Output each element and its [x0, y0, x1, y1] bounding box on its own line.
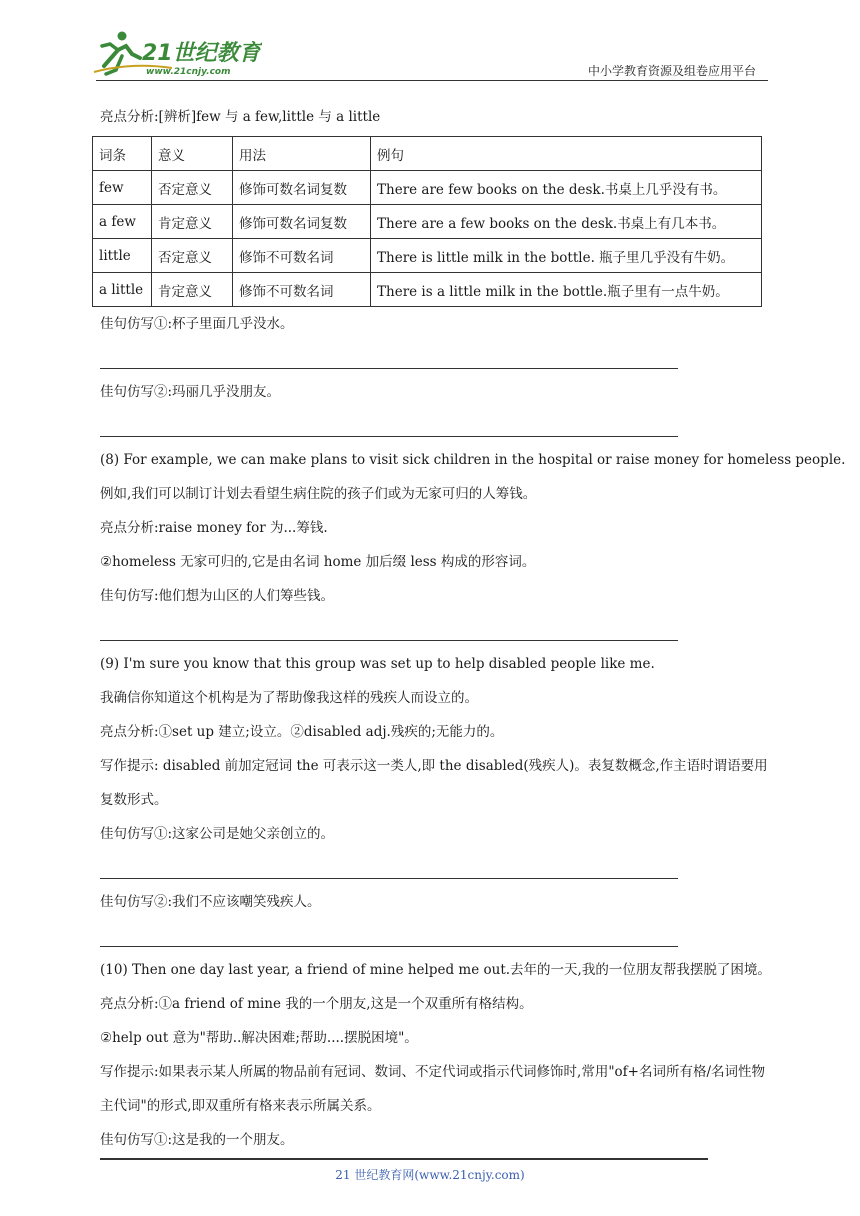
analysis-text: 亮点分析:raise money for 为...筹钱.	[100, 520, 328, 536]
sentence-9: (9) I'm sure you know that this group was set up to help disabled people like me.	[100, 656, 655, 672]
answer-line[interactable]	[100, 341, 770, 375]
table-cell: 否定意义	[152, 239, 233, 273]
sentence-9-translation: 我确信你知道这个机构是为了帮助像我这样的残疾人而设立的。	[100, 690, 478, 706]
table-row	[93, 171, 762, 205]
imitation-prompt: 佳句仿写②:我们不应该嘲笑残疾人。	[100, 894, 321, 910]
table-row	[93, 205, 762, 239]
table-header-cell: 意义	[152, 137, 233, 171]
intro-analysis: 亮点分析:[辨析]few 与 a few,little 与 a little	[100, 109, 381, 125]
document-body	[99, 100, 846, 1157]
svg-text:21世纪教育: 21世纪教育	[142, 41, 261, 66]
answer-line[interactable]	[100, 851, 770, 885]
page-header	[0, 0, 860, 90]
table-header-cell: 例句	[371, 137, 762, 171]
table-cell: 否定意义	[152, 171, 233, 205]
table-cell: a few	[93, 205, 152, 239]
answer-line[interactable]	[100, 409, 770, 443]
analysis-text: ②help out 意为"帮助..解决困难;帮助....摆脱困境"。	[100, 1030, 418, 1046]
answer-line[interactable]	[100, 613, 770, 647]
svg-text:www.21cnjy.com: www.21cnjy.com	[146, 67, 231, 77]
table-cell: 修饰不可数名词	[233, 273, 371, 307]
imitation-prompt: 佳句仿写①:杯子里面几乎没水。	[100, 316, 294, 332]
table-cell: little	[93, 239, 152, 273]
table-cell: 肯定意义	[152, 205, 233, 239]
table-cell: There is little milk in the bottle. 瓶子里几乎没有牛奶。	[371, 239, 762, 273]
table-cell: There is a little milk in the bottle.瓶子里有一点牛奶。	[371, 273, 762, 307]
analysis-text: 亮点分析:①a friend of mine 我的一个朋友,这是一个双重所有格结构。	[100, 996, 533, 1012]
imitation-prompt: 佳句仿写②:玛丽几乎没朋友。	[100, 384, 281, 400]
table-row	[93, 239, 762, 273]
logo-icon	[92, 28, 262, 80]
table-cell: 肯定意义	[152, 273, 233, 307]
writing-tip: 写作提示: disabled 前加定冠词 the 可表示这一类人,即 the disabled(残疾人)。表复数概念,作主语时谓语要用复数形式。	[100, 758, 768, 808]
imitation-prompt: 佳句仿写①:这是我的一个朋友。	[100, 1132, 294, 1148]
table-cell: 修饰不可数名词	[233, 239, 371, 273]
footer-divider	[100, 1158, 708, 1160]
table-header-cell: 用法	[233, 137, 371, 171]
writing-tip: 写作提示:如果表示某人所属的物品前有冠词、数词、不定代词或指示代词修饰时,常用"of+名词所有格/名词性物主代词"的形式,即双重所有格来表示所属关系。	[100, 1064, 766, 1114]
table-cell: 修饰可数名词复数	[233, 205, 371, 239]
page-footer[interactable]: 21 世纪教育网(www.21cnjy.com)	[335, 1168, 525, 1182]
table-cell: There are a few books on the desk.书桌上有几本书。	[371, 205, 762, 239]
answer-line[interactable]	[100, 919, 770, 953]
table-header-row	[93, 137, 762, 171]
sentence-10: (10) Then one day last year, a friend of mine helped me out.去年的一天,我的一位朋友帮我摆脱了困境。	[100, 962, 771, 978]
platform-title: 中小学教育资源及组卷应用平台	[587, 64, 756, 78]
table-cell: a little	[93, 273, 152, 307]
sentence-8: (8) For example, we can make plans to visit sick children in the hospital or raise money for homeless people.	[100, 452, 846, 468]
imitation-prompt: 佳句仿写:他们想为山区的人们筹些钱。	[100, 588, 335, 604]
sentence-8-translation: 例如,我们可以制订计划去看望生病住院的孩子们或为无家可归的人筹钱。	[100, 486, 537, 502]
table-cell: There are few books on the desk.书桌上几乎没有书。	[371, 171, 762, 205]
few-little-table	[92, 136, 762, 307]
table-header-cell: 词条	[93, 137, 152, 171]
table-cell: 修饰可数名词复数	[233, 171, 371, 205]
imitation-prompt: 佳句仿写①:这家公司是她父亲创立的。	[100, 826, 335, 842]
header-divider	[96, 80, 768, 81]
analysis-text: 亮点分析:①set up 建立;设立。②disabled adj.残疾的;无能力的。	[100, 724, 504, 740]
table-row	[93, 273, 762, 307]
analysis-text: ②homeless 无家可归的,它是由名词 home 加后缀 less 构成的形容词。	[100, 554, 536, 570]
table-cell: few	[93, 171, 152, 205]
